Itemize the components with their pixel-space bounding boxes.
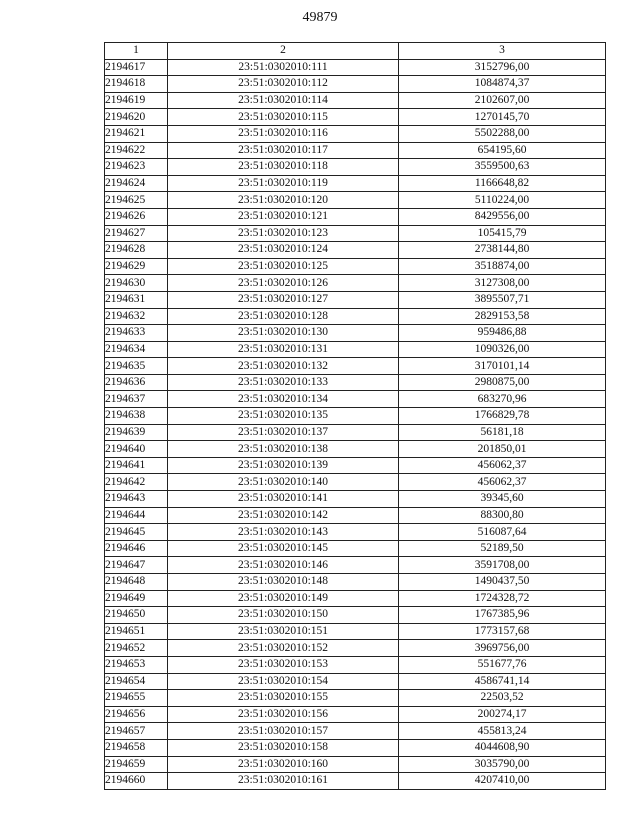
table-row [105,690,606,707]
cadastral-value-cell: 456062,37 [399,457,606,474]
cadastral-number-cell: 23:51:0302010:148 [168,574,399,591]
cadastral-value-cell: 56181,18 [399,424,606,441]
table-row [105,491,606,508]
table-row [105,457,606,474]
table-row [105,574,606,591]
cadastral-value-cell: 2829153,58 [399,308,606,325]
table-row [105,640,606,657]
table-row [105,142,606,159]
row-number-cell: 2194617 [105,59,168,76]
cadastral-value-cell: 52189,50 [399,540,606,557]
table-row [105,524,606,541]
table-row [105,225,606,242]
cadastral-value-table [104,42,606,790]
cadastral-value-cell: 1270145,70 [399,109,606,126]
cadastral-number-cell: 23:51:0302010:112 [168,76,399,93]
row-number-cell: 2194634 [105,341,168,358]
row-number-cell: 2194645 [105,524,168,541]
cadastral-value-cell: 3969756,00 [399,640,606,657]
row-number-cell: 2194628 [105,242,168,259]
cadastral-value-cell: 4044608,90 [399,739,606,756]
cadastral-value-cell: 200274,17 [399,706,606,723]
row-number-cell: 2194642 [105,474,168,491]
row-number-cell: 2194659 [105,756,168,773]
cadastral-value-cell: 2980875,00 [399,374,606,391]
table-row [105,557,606,574]
row-number-cell: 2194649 [105,590,168,607]
cadastral-number-cell: 23:51:0302010:123 [168,225,399,242]
row-number-cell: 2194660 [105,773,168,790]
table-row [105,341,606,358]
cadastral-number-cell: 23:51:0302010:155 [168,690,399,707]
cadastral-number-cell: 23:51:0302010:138 [168,441,399,458]
row-number-cell: 2194629 [105,258,168,275]
table-row [105,291,606,308]
row-number-cell: 2194644 [105,507,168,524]
cadastral-value-cell: 3035790,00 [399,756,606,773]
cadastral-number-cell: 23:51:0302010:135 [168,408,399,425]
cadastral-number-cell: 23:51:0302010:131 [168,341,399,358]
cadastral-value-cell: 3518874,00 [399,258,606,275]
page-number: 49879 [302,10,338,25]
row-number-cell: 2194651 [105,623,168,640]
table-row [105,656,606,673]
cadastral-value-cell: 3591708,00 [399,557,606,574]
cadastral-number-cell: 23:51:0302010:140 [168,474,399,491]
row-number-cell: 2194636 [105,374,168,391]
row-number-cell: 2194632 [105,308,168,325]
row-number-cell: 2194626 [105,208,168,225]
cadastral-number-cell: 23:51:0302010:127 [168,291,399,308]
cadastral-value-cell: 2102607,00 [399,92,606,109]
cadastral-number-cell: 23:51:0302010:115 [168,109,399,126]
cadastral-value-cell: 1090326,00 [399,341,606,358]
table-row [105,391,606,408]
table-row [105,76,606,93]
cadastral-value-cell: 1773157,68 [399,623,606,640]
table-row [105,358,606,375]
row-number-cell: 2194627 [105,225,168,242]
cadastral-number-cell: 23:51:0302010:156 [168,706,399,723]
cadastral-value-cell: 959486,88 [399,325,606,342]
table-row [105,424,606,441]
row-number-cell: 2194620 [105,109,168,126]
cadastral-value-cell: 654195,60 [399,142,606,159]
cadastral-number-cell: 23:51:0302010:150 [168,607,399,624]
row-number-cell: 2194625 [105,192,168,209]
cadastral-number-cell: 23:51:0302010:124 [168,242,399,259]
row-number-cell: 2194658 [105,739,168,756]
cadastral-number-cell: 23:51:0302010:133 [168,374,399,391]
row-number-cell: 2194657 [105,723,168,740]
row-number-cell: 2194648 [105,574,168,591]
cadastral-value-cell: 22503,52 [399,690,606,707]
table-row [105,159,606,176]
cadastral-value-cell: 4207410,00 [399,773,606,790]
cadastral-number-cell: 23:51:0302010:116 [168,125,399,142]
table-row [105,125,606,142]
cadastral-value-cell: 3152796,00 [399,59,606,76]
table-row [105,242,606,259]
cadastral-value-cell: 201850,01 [399,441,606,458]
cadastral-number-cell: 23:51:0302010:132 [168,358,399,375]
table-row [105,540,606,557]
table-row [105,623,606,640]
row-number-cell: 2194637 [105,391,168,408]
cadastral-value-cell: 5110224,00 [399,192,606,209]
row-number-cell: 2194643 [105,491,168,508]
cadastral-value-cell: 1490437,50 [399,574,606,591]
cadastral-value-cell: 1724328,72 [399,590,606,607]
cadastral-number-cell: 23:51:0302010:145 [168,540,399,557]
cadastral-value-cell: 4586741,14 [399,673,606,690]
row-number-cell: 2194621 [105,125,168,142]
table-row [105,92,606,109]
cadastral-value-cell: 3559500,63 [399,159,606,176]
table-row [105,756,606,773]
cadastral-number-cell: 23:51:0302010:153 [168,656,399,673]
row-number-cell: 2194654 [105,673,168,690]
table-row [105,507,606,524]
cadastral-number-cell: 23:51:0302010:142 [168,507,399,524]
row-number-cell: 2194641 [105,457,168,474]
cadastral-value-cell: 88300,80 [399,507,606,524]
row-number-cell: 2194640 [105,441,168,458]
row-number-cell: 2194647 [105,557,168,574]
row-number-cell: 2194633 [105,325,168,342]
cadastral-number-cell: 23:51:0302010:134 [168,391,399,408]
table-row [105,474,606,491]
cadastral-number-cell: 23:51:0302010:141 [168,491,399,508]
table-row [105,739,606,756]
row-number-cell: 2194655 [105,690,168,707]
row-number-cell: 2194646 [105,540,168,557]
row-number-cell: 2194635 [105,358,168,375]
row-number-cell: 2194630 [105,275,168,292]
table-row [105,607,606,624]
cadastral-number-cell: 23:51:0302010:157 [168,723,399,740]
table-row [105,773,606,790]
cadastral-number-cell: 23:51:0302010:158 [168,739,399,756]
cadastral-number-cell: 23:51:0302010:125 [168,258,399,275]
cadastral-number-cell: 23:51:0302010:152 [168,640,399,657]
row-number-cell: 2194653 [105,656,168,673]
table-row [105,308,606,325]
table-row [105,706,606,723]
cadastral-value-cell: 683270,96 [399,391,606,408]
cadastral-value-cell: 551677,76 [399,656,606,673]
cadastral-value-cell: 1766829,78 [399,408,606,425]
row-number-cell: 2194652 [105,640,168,657]
table-row [105,408,606,425]
row-number-cell: 2194622 [105,142,168,159]
cadastral-value-cell: 1084874,37 [399,76,606,93]
cadastral-number-cell: 23:51:0302010:139 [168,457,399,474]
cadastral-number-cell: 23:51:0302010:117 [168,142,399,159]
cadastral-number-cell: 23:51:0302010:126 [168,275,399,292]
cadastral-number-cell: 23:51:0302010:119 [168,175,399,192]
cadastral-value-cell: 456062,37 [399,474,606,491]
cadastral-value-cell: 1767385,96 [399,607,606,624]
cadastral-number-cell: 23:51:0302010:151 [168,623,399,640]
cadastral-value-cell: 5502288,00 [399,125,606,142]
table-row [105,275,606,292]
table-row [105,673,606,690]
row-number-cell: 2194650 [105,607,168,624]
row-number-cell: 2194624 [105,175,168,192]
row-number-cell: 2194618 [105,76,168,93]
cadastral-number-cell: 23:51:0302010:120 [168,192,399,209]
cadastral-value-cell: 3170101,14 [399,358,606,375]
row-number-cell: 2194623 [105,159,168,176]
row-number-cell: 2194638 [105,408,168,425]
row-number-cell: 2194619 [105,92,168,109]
table-row [105,374,606,391]
cadastral-value-cell: 105415,79 [399,225,606,242]
cadastral-number-cell: 23:51:0302010:143 [168,524,399,541]
cadastral-number-cell: 23:51:0302010:154 [168,673,399,690]
cadastral-number-cell: 23:51:0302010:160 [168,756,399,773]
table-row [105,325,606,342]
cadastral-value-cell: 1166648,82 [399,175,606,192]
table-row [105,441,606,458]
cadastral-value-cell: 39345,60 [399,491,606,508]
row-number-cell: 2194656 [105,706,168,723]
table-header [105,43,606,60]
cadastral-value-cell: 3895507,71 [399,291,606,308]
cadastral-number-cell: 23:51:0302010:137 [168,424,399,441]
cadastral-value-cell: 2738144,80 [399,242,606,259]
row-number-cell: 2194631 [105,291,168,308]
table-row [105,59,606,76]
header-column-1: 1 [105,43,168,60]
cadastral-number-cell: 23:51:0302010:146 [168,557,399,574]
table-row [105,192,606,209]
table-row [105,175,606,192]
cadastral-number-cell: 23:51:0302010:128 [168,308,399,325]
cadastral-value-cell: 516087,64 [399,524,606,541]
cadastral-number-cell: 23:51:0302010:111 [168,59,399,76]
cadastral-value-cell: 3127308,00 [399,275,606,292]
header-column-3: 3 [399,43,606,60]
table-row [105,258,606,275]
table-row [105,109,606,126]
row-number-cell: 2194639 [105,424,168,441]
header-row [105,43,606,60]
table-row [105,208,606,225]
table-row [105,590,606,607]
cadastral-number-cell: 23:51:0302010:118 [168,159,399,176]
table-row [105,723,606,740]
cadastral-number-cell: 23:51:0302010:130 [168,325,399,342]
cadastral-number-cell: 23:51:0302010:121 [168,208,399,225]
header-column-2: 2 [168,43,399,60]
cadastral-number-cell: 23:51:0302010:161 [168,773,399,790]
cadastral-value-cell: 455813,24 [399,723,606,740]
cadastral-number-cell: 23:51:0302010:149 [168,590,399,607]
cadastral-number-cell: 23:51:0302010:114 [168,92,399,109]
cadastral-value-cell: 8429556,00 [399,208,606,225]
table-body [105,59,606,789]
